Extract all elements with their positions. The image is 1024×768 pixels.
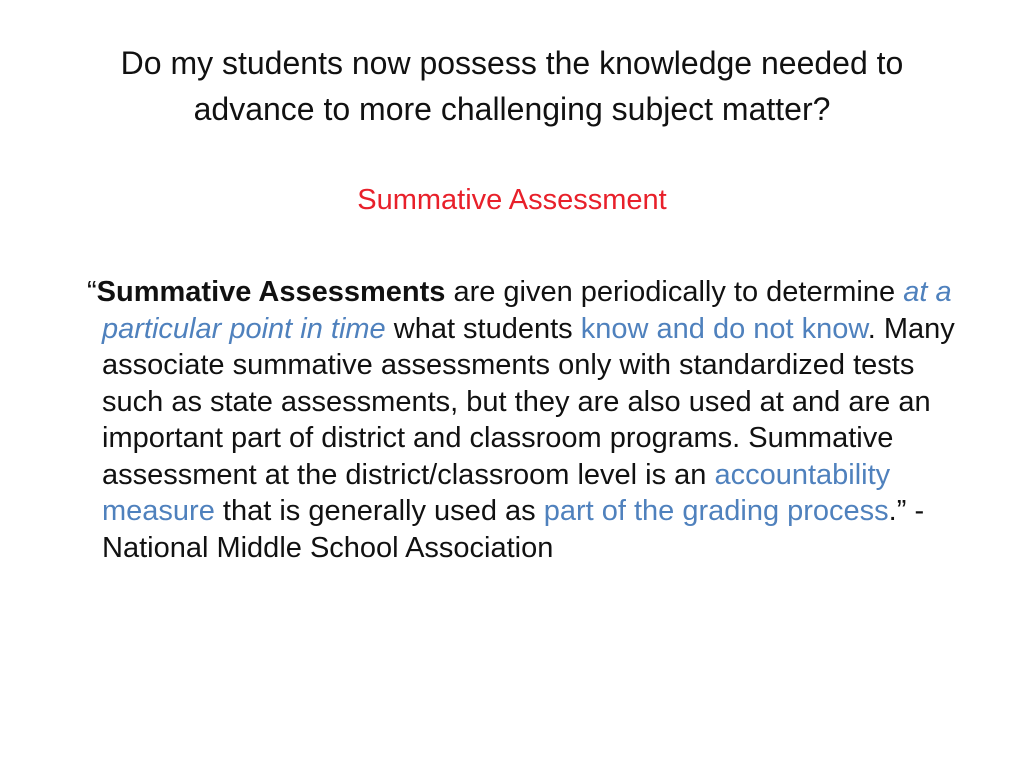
quote-text-5: .” - National Middle School Association <box>102 495 925 564</box>
slide-subtitle: Summative Assessment <box>357 184 667 216</box>
slide-title <box>40 40 984 132</box>
highlight-particular-point: at a particular point in time <box>102 276 952 345</box>
highlight-accountability-measure: accountability measure <box>102 458 891 527</box>
bold-term: Summative Assessments <box>96 276 446 308</box>
quote-text-1: are given periodically to determine <box>445 276 904 308</box>
quote-text-4: that is generally used as <box>214 495 544 527</box>
quote-text-2: what students <box>385 312 581 345</box>
highlight-know-not-know: know and do not know <box>580 312 868 345</box>
highlight-grading-process: part of the grading process <box>543 495 889 527</box>
quote-paragraph <box>87 274 962 566</box>
quote-text-3: . Many associate summative assessments only with standardized tests such as state assessments, but they are also used at and are an important part of district and classroom programs. Summative assessment at the district/classroom level is an <box>102 312 955 491</box>
slide-title-line-1: Do my students now possess the knowledge needed to <box>120 45 904 81</box>
slide-title-line-2: advance to more challenging subject matter? <box>193 91 831 127</box>
open-quote-mark: “ <box>87 276 97 308</box>
